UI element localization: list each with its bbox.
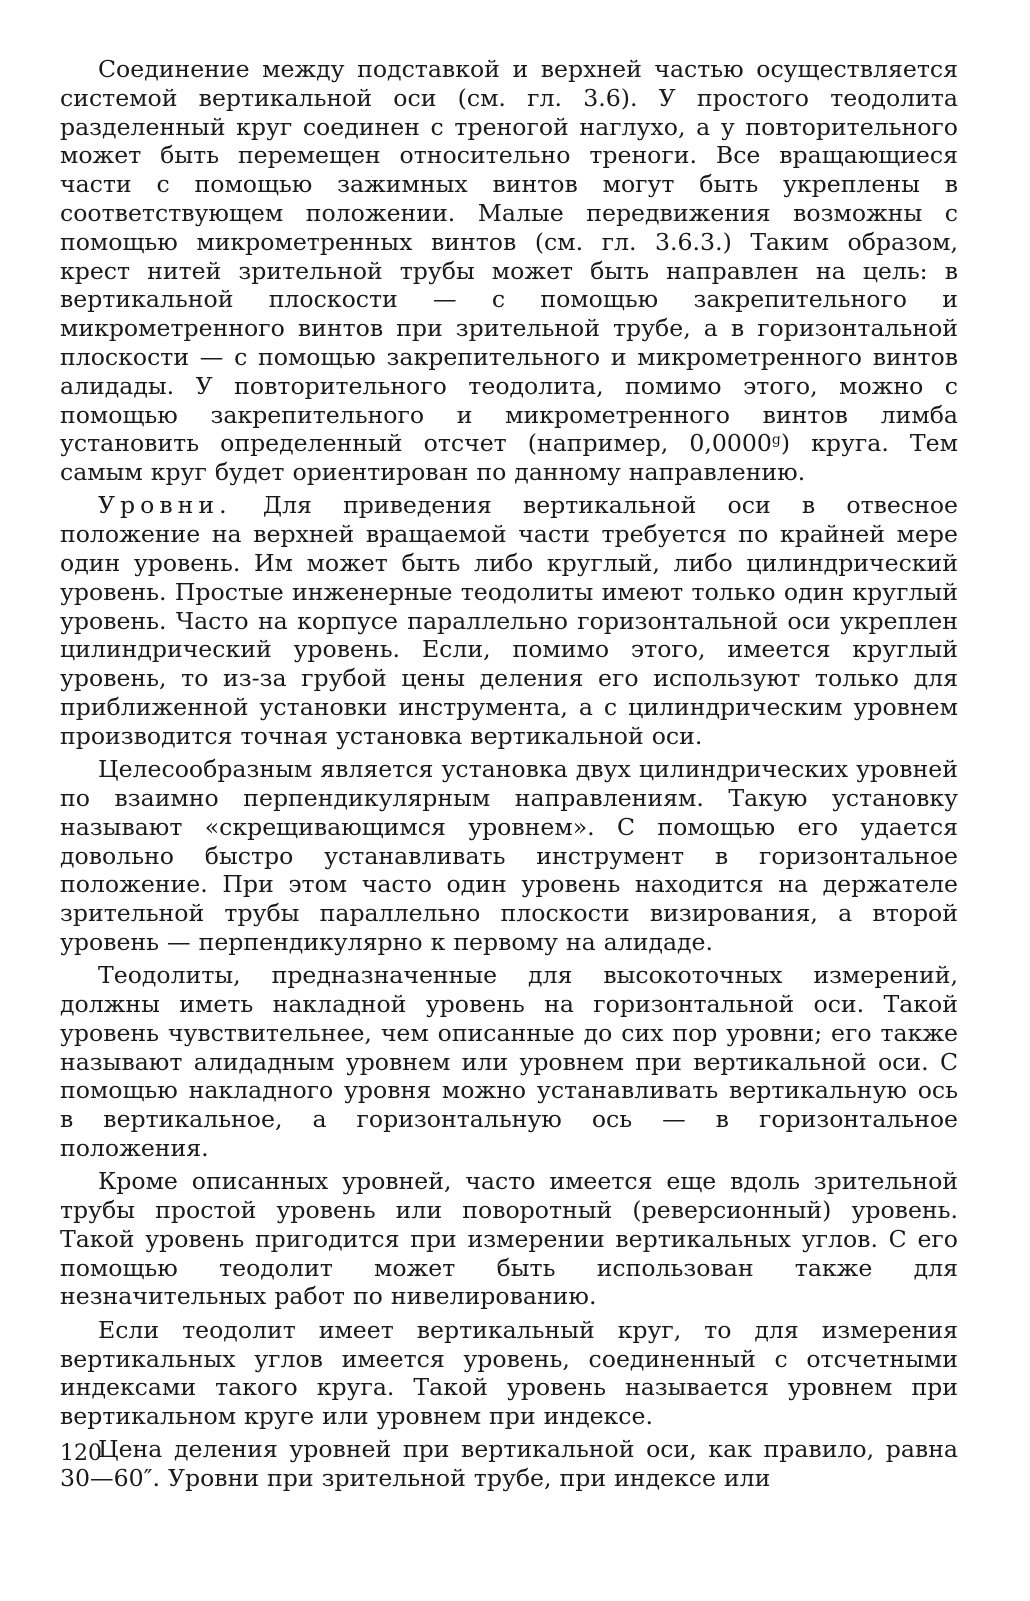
paragraph-7: Цена деления уровней при вертикальной оси, как правило, равна 30—60″. Уровни при зрительной трубе, при индексе или: [60, 1435, 958, 1493]
grad-superscript: g: [771, 432, 781, 449]
paragraph-5: Кроме описанных уровней, часто имеется еще вдоль зрительной трубы простой уровень или поворотный (реверсионный) уровень. Такой уровень пригодится при измерении вертикальных углов. С его помощью теодолит может быть использован также для незначительных работ по нивелированию.: [60, 1167, 958, 1311]
paragraph-1-tail: ) круга. Тем самым круг будет ориентирован по данному направлению.: [60, 429, 958, 487]
paragraph-2-lead: Уровни.: [98, 491, 232, 520]
page-body: [60, 55, 958, 1493]
paragraph-3: Целесообразным является установка двух цилиндрических уровней по взаимно перпендикулярным направлениям. Такую установку называют «скрещивающимся уровнем». С помощью его удается довольно быстро устанавливать инструмент в горизонтальное положение. При этом часто один уровень находится на держателе зрительной трубы параллельно плоскости визирования, а второй уровень — перпендикулярно к первому на алидаде.: [60, 755, 958, 956]
page-number: 120: [60, 1441, 102, 1466]
paragraph-1: [60, 55, 958, 487]
paragraph-2-text: Для приведения вертикальной оси в отвесное положение на верхней вращаемой части требуется по крайней мере один уровень. Им может быть либо круглый, либо цилиндрический уровень. Простые инженерные теодолиты имеют только один круглый уровень. Часто на корпусе параллельно горизонтальной оси укреплен цилиндрический уровень. Если, помимо этого, имеется круглый уровень, то из-за грубой цены деления его используют только для приближенной установки инструмента, а с цилиндрическим уровнем производится точная установка вертикальной оси.: [60, 491, 958, 750]
paragraph-2: [60, 491, 958, 750]
paragraph-4: Теодолиты, предназначенные для высокоточных измерений, должны иметь накладной уровень на горизонтальной оси. Такой уровень чувствительнее, чем описанные до сих пор уровни; его также называют алидадным уровнем или уровнем при вертикальной оси. С помощью накладного уровня можно устанавливать вертикальную ось в вертикальное, а горизонтальную ось — в горизонтальное положения.: [60, 961, 958, 1162]
paragraph-6: Если теодолит имеет вертикальный круг, то для измерения вертикальных углов имеется уровень, соединенный с отсчетными индексами такого круга. Такой уровень называется уровнем при вертикальном круге или уровнем при индексе.: [60, 1315, 958, 1431]
paragraph-1-text: Соединение между подставкой и верхней частью осуществляется системой вертикальной оси (см. гл. 3.6). У простого теодолита разделенный круг соединен с треногой наглухо, а у повторительного может быть перемещен относительно треноги. Все вращающиеся части с помощью зажимных винтов могут быть укреплены в соответствующем положении. Малые передвижения возможны с помощью микрометренных винтов (см. гл. 3.6.3.) Таким образом, крест нитей зрительной трубы может быть направлен на цель: в вертикальной плоскости — с помощью закрепительного и микрометренного винтов при зрительной трубе, а в горизонтальной плоскости — с помощью закрепительного и микрометренного винтов алидады. У повторительного теодолита, помимо этого, можно с помощью закрепительного и микрометренного винтов лимба установить определенный отсчет (например, 0,0000: [60, 55, 958, 458]
